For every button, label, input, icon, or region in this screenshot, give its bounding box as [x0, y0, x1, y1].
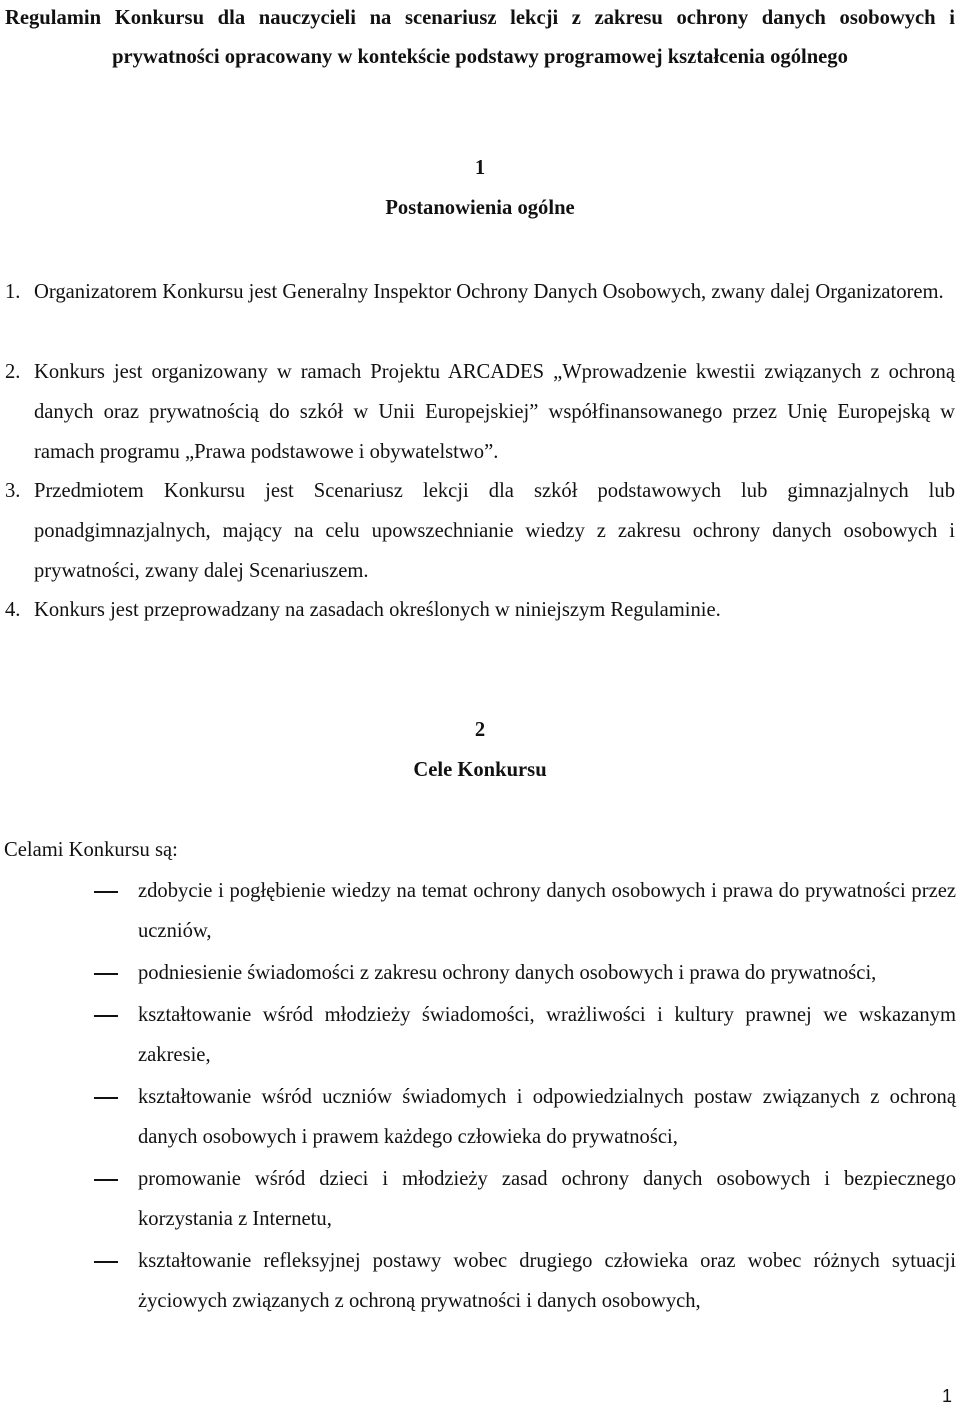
list-item: zdobycie i pogłębienie wiedzy na temat ochrony danych osobowych i prawa do prywatności przez uczniów, — [138, 871, 956, 951]
section-2-title: Cele Konkursu — [413, 759, 547, 781]
paragraph-3 — [0, 471, 955, 591]
paragraph-2 — [0, 352, 955, 472]
paragraph-1 — [0, 272, 955, 312]
dash-bullet-icon — [94, 1179, 118, 1181]
list-item: kształtowanie wśród uczniów świadomych i odpowiedzialnych postaw związanych z ochroną danych osobowych i prawem każdego człowieka do prywatności, — [138, 1077, 956, 1157]
dash-bullet-icon — [94, 1015, 118, 1017]
title-line-2: prywatności opracowany w kontekście podstawy programowej kształcenia ogólnego — [112, 46, 848, 68]
dash-bullet-icon — [94, 891, 118, 893]
section-1-number: 1 — [474, 157, 486, 179]
paragraph-number: 3. — [5, 480, 21, 502]
paragraph-text: Przedmiotem Konkursu jest Scenariusz lekcji dla szkół podstawowych lub gimnazjalnych lub ponadgimnazjalnych, mający na celu upowszechnianie wiedzy z zakresu ochrony danych osobowych i prywatności, zwany dalej Scenariuszem. — [34, 480, 955, 582]
dash-bullet-icon — [94, 1261, 118, 1263]
list-item: promowanie wśród dzieci i młodzieży zasad ochrony danych osobowych i bezpiecznego korzystania z Internetu, — [138, 1159, 956, 1239]
dash-bullet-icon — [94, 973, 118, 975]
page-number: 1 — [941, 1386, 952, 1406]
section-1-title: Postanowienia ogólne — [385, 197, 575, 219]
paragraph-number: 4. — [5, 599, 21, 621]
section-1-heading — [0, 148, 960, 228]
paragraph-4 — [0, 590, 955, 630]
title-line-1: Regulamin Konkursu dla nauczycieli na scenariusz lekcji z zakresu ochrony danych osobowych i — [5, 7, 955, 29]
section-2-intro: Celami Konkursu są: — [4, 839, 178, 861]
list-item: podniesienie świadomości z zakresu ochrony danych osobowych i prawa do prywatności, — [138, 953, 956, 993]
section-2-heading — [0, 710, 960, 790]
list-item: kształtowanie refleksyjnej postawy wobec drugiego człowieka oraz wobec różnych sytuacji życiowych związanych z ochroną prywatności i danych osobowych, — [138, 1241, 956, 1321]
paragraph-number: 1. — [5, 281, 21, 303]
dash-bullet-icon — [94, 1097, 118, 1099]
paragraph-text: Organizatorem Konkursu jest Generalny Inspektor Ochrony Danych Osobowych, zwany dalej Organizatorem. — [34, 281, 944, 303]
paragraph-text: Konkurs jest przeprowadzany na zasadach określonych w niniejszym Regulaminie. — [34, 599, 721, 621]
list-item: kształtowanie wśród młodzieży świadomości, wrażliwości i kultury prawnej we wskazanym zakresie, — [138, 995, 956, 1075]
paragraph-text: Konkurs jest organizowany w ramach Projektu ARCADES „Wprowadzenie kwestii związanych z ochroną danych oraz prywatnością do szkół w Unii Europejskiej” współfinansowanego przez Unię Europejską w ramach programu „Prawa podstawowe i obywatelstwo”. — [34, 361, 955, 463]
section-2-number: 2 — [474, 719, 486, 741]
paragraph-number: 2. — [5, 361, 21, 383]
goals-list — [0, 871, 956, 1323]
document-title — [5, 0, 955, 77]
